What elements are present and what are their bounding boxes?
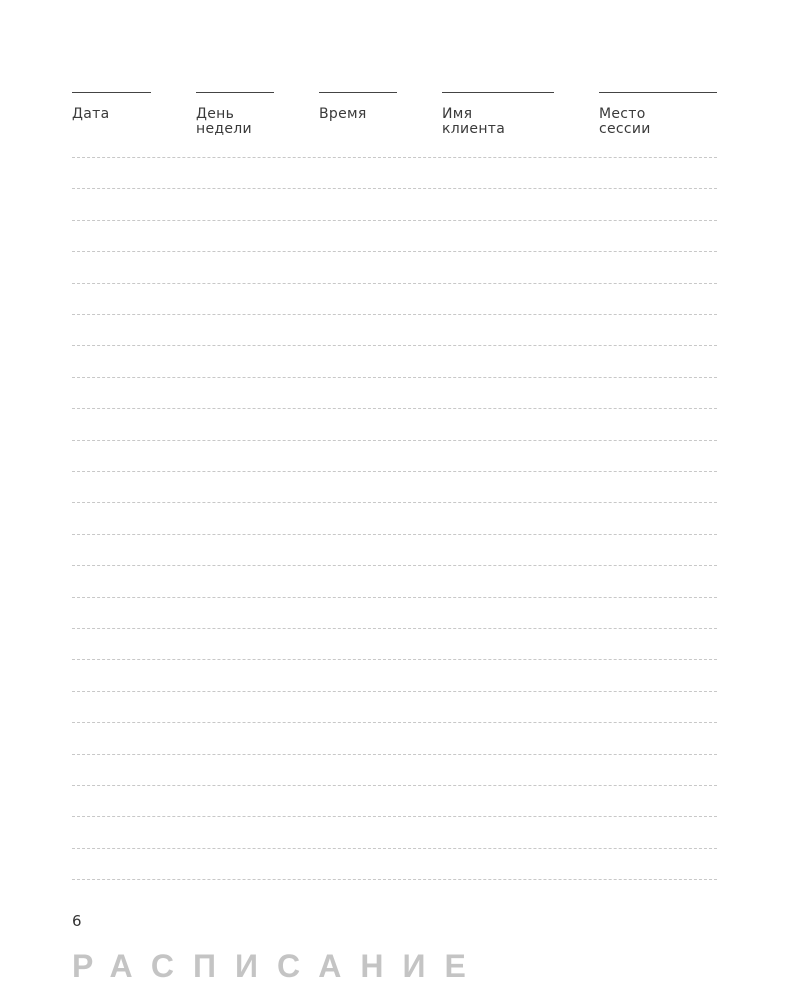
table-row-line: [72, 157, 717, 158]
column-client-name-label: Имя клиента: [442, 106, 506, 137]
table-row-line: [72, 345, 717, 346]
column-date-label: Дата: [72, 106, 110, 122]
column-weekday-rule: [196, 92, 274, 93]
table-row-line: [72, 816, 717, 817]
table-row-line: [72, 502, 717, 503]
column-date: [72, 92, 151, 122]
column-weekday-label: День недели: [196, 106, 252, 137]
table-header: [72, 92, 717, 142]
column-date-rule: [72, 92, 151, 93]
table-row-line: [72, 440, 717, 441]
section-title: РАСПИСАНИЕ: [72, 948, 485, 984]
column-time-rule: [319, 92, 397, 93]
table-row-line: [72, 659, 717, 660]
table-row-line: [72, 565, 717, 566]
table-row-line: [72, 879, 717, 880]
table-row-line: [72, 597, 717, 598]
table-row-line: [72, 628, 717, 629]
table-row-line: [72, 722, 717, 723]
table-row-line: [72, 754, 717, 755]
column-time: [319, 92, 397, 122]
table-row-line: [72, 534, 717, 535]
column-session-place: [599, 92, 717, 137]
table-row-line: [72, 848, 717, 849]
column-client-name: [442, 92, 554, 137]
page-number: 6: [72, 912, 82, 930]
table-row-line: [72, 691, 717, 692]
table-row-line: [72, 785, 717, 786]
column-session-place-label: Место сессии: [599, 106, 651, 137]
column-client-name-rule: [442, 92, 554, 93]
table-row-line: [72, 283, 717, 284]
table-row-line: [72, 251, 717, 252]
table-row-line: [72, 314, 717, 315]
table-row-line: [72, 188, 717, 189]
column-session-place-rule: [599, 92, 717, 93]
table-row-line: [72, 377, 717, 378]
column-time-label: Время: [319, 106, 367, 122]
table-row-line: [72, 220, 717, 221]
column-weekday: [196, 92, 274, 137]
table-row-line: [72, 408, 717, 409]
table-row-line: [72, 471, 717, 472]
